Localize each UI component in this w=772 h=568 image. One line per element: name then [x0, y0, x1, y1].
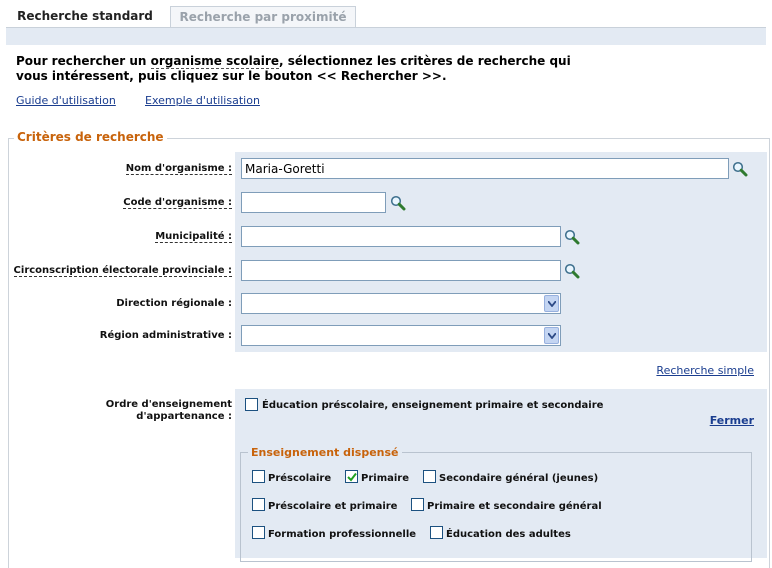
- checkbox-primaire[interactable]: [345, 470, 358, 483]
- label-secondaire-general: Secondaire général (jeunes): [439, 473, 599, 484]
- guide-link[interactable]: Guide d'utilisation: [16, 94, 116, 107]
- code-label: Code d'organisme :: [123, 197, 232, 208]
- label-primaire-secondaire: Primaire et secondaire général: [427, 501, 602, 512]
- municipalite-input[interactable]: [241, 226, 561, 247]
- search-icon[interactable]: [390, 195, 406, 211]
- checkbox-prescolaire[interactable]: [252, 470, 265, 483]
- region-administrative-select[interactable]: [241, 325, 561, 346]
- nom-organisme-input[interactable]: [241, 158, 729, 179]
- label-primaire: Primaire: [361, 473, 409, 484]
- search-icon[interactable]: [564, 263, 580, 279]
- code-organisme-input[interactable]: [241, 192, 386, 213]
- checkbox-primaire-secondaire[interactable]: [411, 498, 424, 511]
- region-label: Région administrative :: [99, 330, 232, 341]
- enseignement-legend: Enseignement dispensé: [248, 446, 402, 459]
- search-icon[interactable]: [564, 229, 580, 245]
- example-link[interactable]: Exemple d'utilisation: [145, 94, 260, 107]
- ordre-option-label: Éducation préscolaire, enseignement primaire et secondaire: [262, 400, 604, 411]
- direction-regionale-select[interactable]: [241, 293, 561, 314]
- check-icon: [347, 472, 357, 482]
- intro-text: Pour rechercher un organisme scolaire, sélectionnez les critères de recherche qui vous intéressent, puis cliquez sur le bouton << Rechercher >>.: [16, 54, 571, 83]
- label-prescolaire-primaire: Préscolaire et primaire: [268, 501, 398, 512]
- checkbox-formation-professionnelle[interactable]: [252, 526, 265, 539]
- direction-label: Direction régionale :: [116, 298, 232, 309]
- search-icon[interactable]: [732, 161, 748, 177]
- label-prescolaire: Préscolaire: [268, 473, 332, 484]
- chevron-down-icon[interactable]: [544, 327, 559, 344]
- chevron-down-icon[interactable]: [544, 295, 559, 312]
- tab-standard-search[interactable]: Recherche standard: [6, 6, 164, 28]
- label-education-adultes: Éducation des adultes: [446, 529, 571, 540]
- organisme-term: organisme scolaire: [150, 54, 279, 68]
- municipalite-label: Municipalité :: [155, 231, 232, 242]
- checkbox-secondaire-general[interactable]: [423, 470, 436, 483]
- tab-proximity-search[interactable]: Recherche par proximité: [170, 6, 356, 28]
- circonscription-input[interactable]: [241, 260, 561, 281]
- checkbox-prescolaire-primaire[interactable]: [252, 498, 265, 511]
- criteria-legend: Critères de recherche: [14, 130, 167, 144]
- ordre-label: Ordre d'enseignement d'appartenance :: [105, 399, 232, 422]
- nom-label: Nom d'organisme :: [125, 163, 232, 174]
- checkbox-education-adultes[interactable]: [430, 526, 443, 539]
- ordre-checkbox[interactable]: [245, 398, 258, 411]
- circonscription-label: Circonscription électorale provinciale :: [13, 265, 232, 276]
- close-link[interactable]: Fermer: [709, 414, 754, 427]
- label-formation-professionnelle: Formation professionnelle: [268, 529, 417, 540]
- tab-content-bar: [6, 27, 766, 45]
- simple-search-link[interactable]: Recherche simple: [656, 364, 754, 377]
- criteria-fields-panel: [235, 152, 767, 352]
